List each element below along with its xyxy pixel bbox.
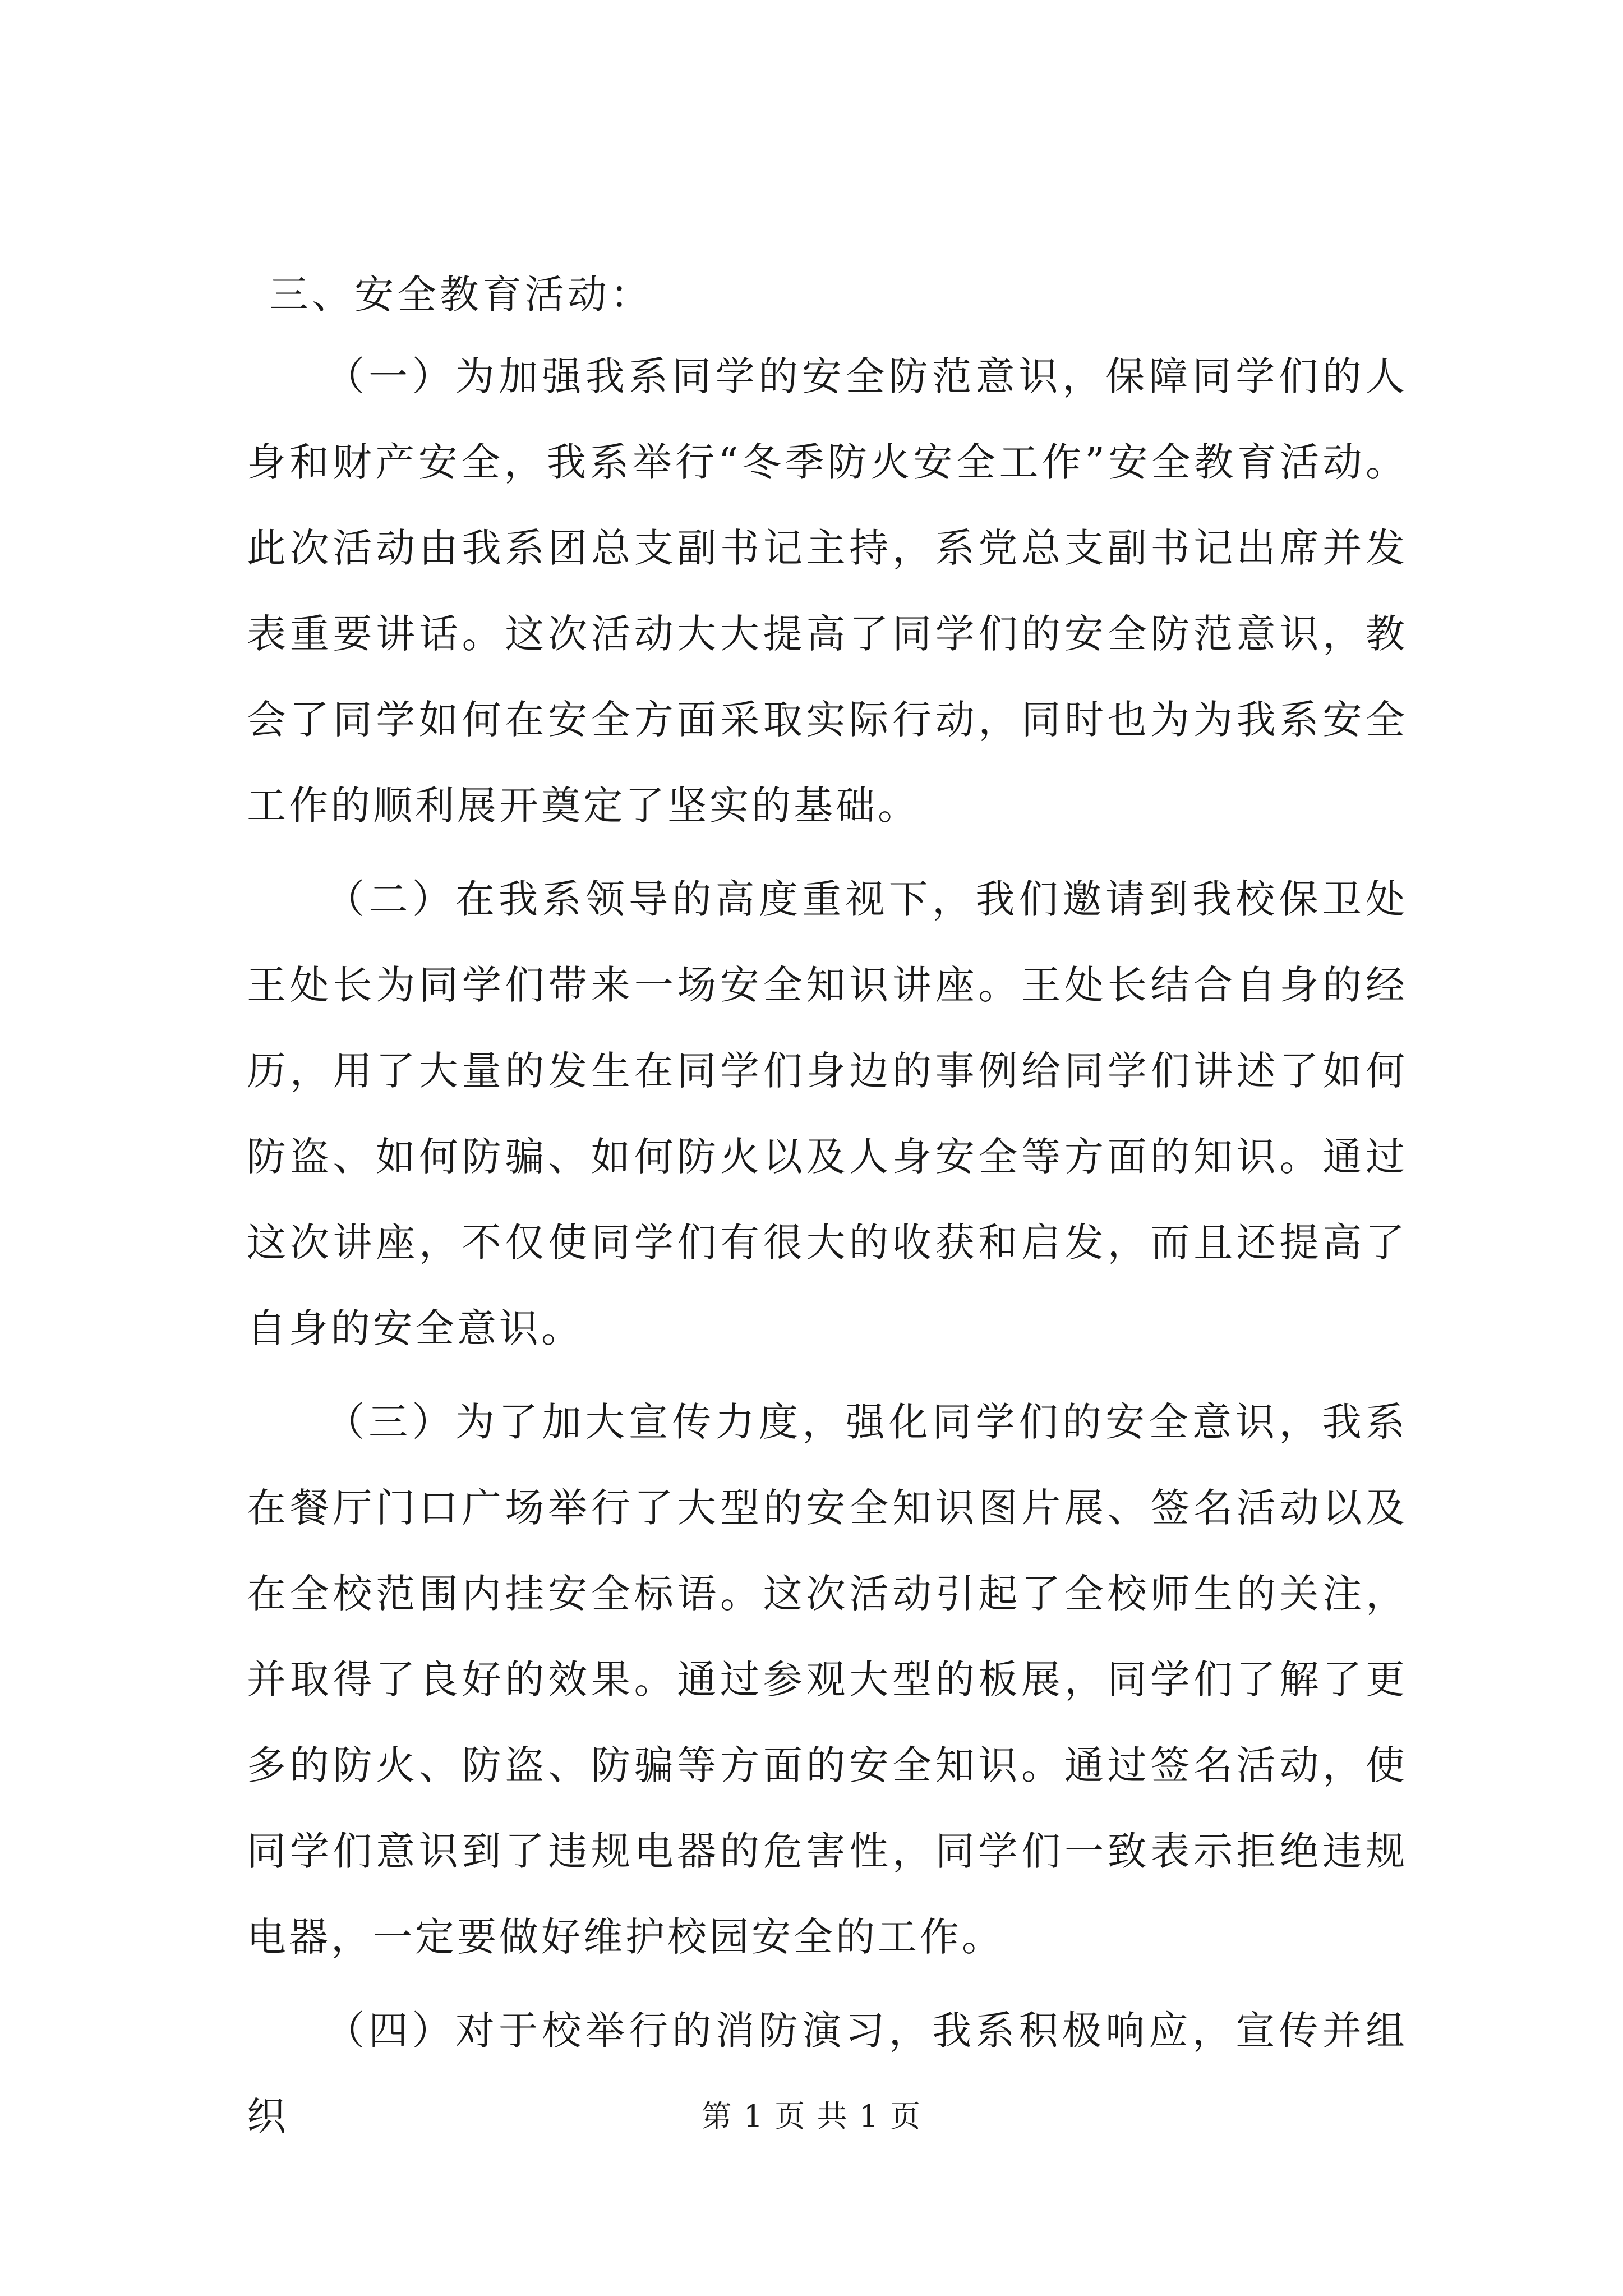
document-body	[247, 255, 1408, 2168]
section-heading: 三、安全教育活动：	[269, 272, 653, 318]
paragraph-1: （一）为加强我系同学的安全防范意识，保障同学们的人身和财产安全，我系举行“冬季防火安全工作”安全教育活动。此次活动由我系团总支副书记主持，系党总支副书记出席并发表重要讲话。这次活动大大提高了同学们的安全防范意识，教会了同学如何在安全方面采取实际行动，同时也为为我系安全工作的顺利展开奠定了坚实的基础。	[247, 353, 1408, 829]
paragraph-3: （三）为了加大宣传力度，强化同学们的安全意识，我系在餐厅门口广场举行了大型的安全知识图片展、签名活动以及在全校范围内挂安全标语。这次活动引起了全校师生的关注，并取得了良好的效果。通过参观大型的板展，同学们了解了更多的防火、防盗、防骗等方面的安全知识。通过签名活动，使同学们意识到了违规电器的危害性，同学们一致表示拒绝违规电器，一定要做好维护校园安全的工作。	[247, 1399, 1408, 1960]
page-number-footer: 第 1 页 共 1 页	[701, 2099, 922, 2134]
paragraph-2: （二）在我系领导的高度重视下，我们邀请到我校保卫处王处长为同学们带来一场安全知识讲座。王处长结合自身的经历，用了大量的发生在同学们身边的事例给同学们讲述了如何防盗、如何防骗、如何防火以及人身安全等方面的知识。通过这次讲座，不仅使同学们有很大的收获和启发，而且还提高了自身的安全意识。	[247, 876, 1408, 1351]
paragraph-4: （四）对于校举行的消防演习，我系积极响应，宣传并组织	[247, 2008, 1408, 2139]
